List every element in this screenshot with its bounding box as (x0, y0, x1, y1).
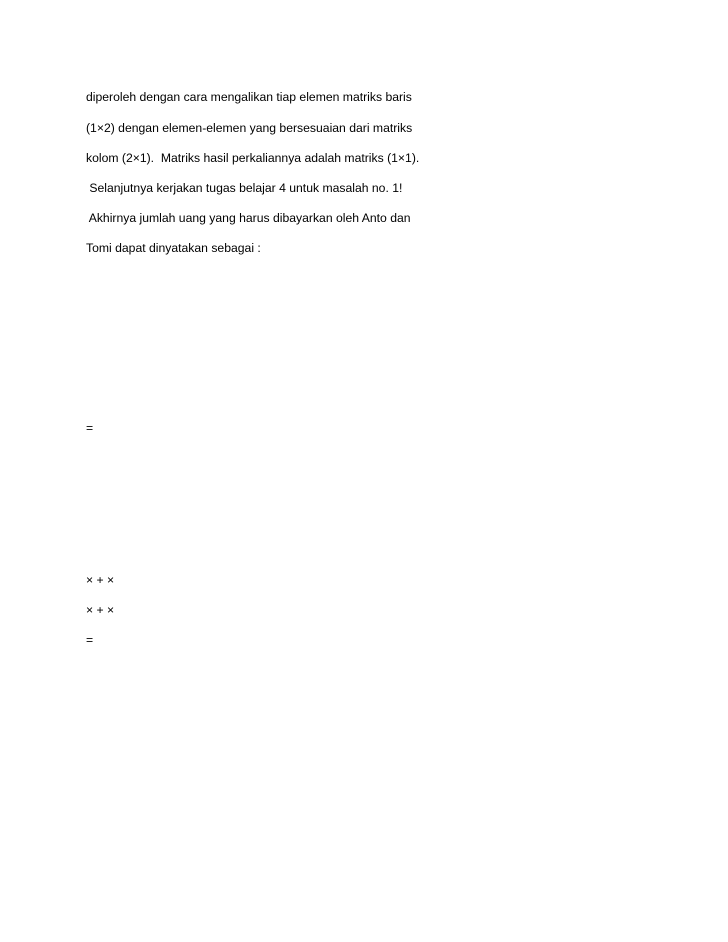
multiplication-expression: × + × (86, 573, 115, 587)
paragraph-line: (1×2) dengan elemen-elemen yang bersesuaian dari matriks (86, 121, 413, 135)
paragraph-line: Akhirnya jumlah uang yang harus dibayarkan oleh Anto dan (86, 211, 411, 225)
paragraph-line: Selanjutnya kerjakan tugas belajar 4 untuk masalah no. 1! (86, 181, 403, 195)
paragraph-line: Tomi dapat dinyatakan sebagai : (86, 241, 261, 255)
equals-sign: = (86, 633, 94, 647)
paragraph-line: kolom (2×1). Matriks hasil perkaliannya adalah matriks (1×1). (86, 151, 420, 165)
paragraph-line: diperoleh dengan cara mengalikan tiap elemen matriks baris (86, 90, 412, 104)
equals-sign: = (86, 421, 94, 435)
multiplication-expression: × + × (86, 603, 115, 617)
